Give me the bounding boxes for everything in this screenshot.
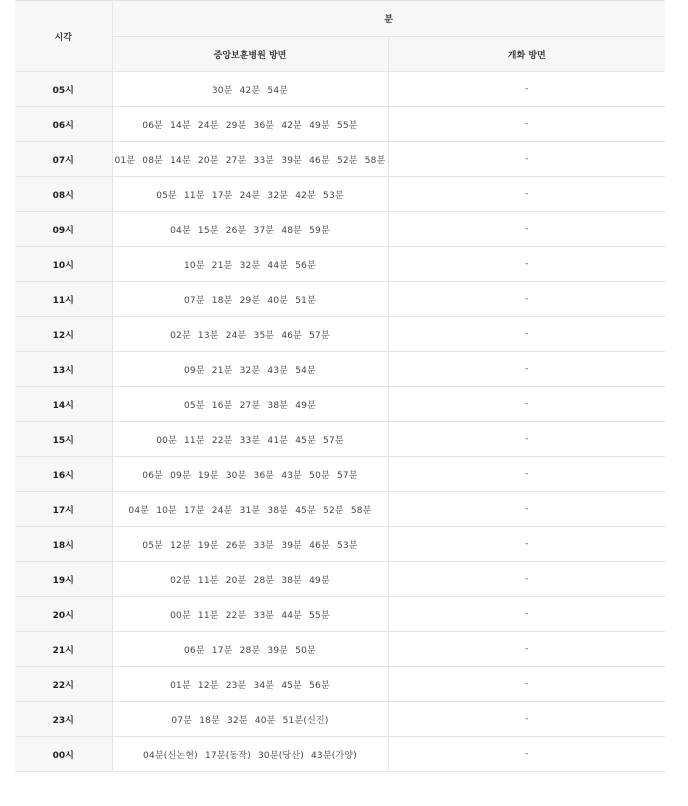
timetable-row [15, 737, 665, 772]
hour-cell: 19시 [15, 562, 112, 597]
hour-cell: 21시 [15, 632, 112, 667]
header-time: 시각 [15, 1, 112, 72]
departures-jungang-bohun-hospital: 10분 21분 32분 44분 56분 [112, 247, 388, 282]
departures-jungang-bohun-hospital: 00분 11분 22분 33분 44분 55분 [112, 597, 388, 632]
timetable [15, 0, 665, 772]
hour-cell: 17시 [15, 492, 112, 527]
timetable-row [15, 457, 665, 492]
timetable-row [15, 72, 665, 107]
timetable-row [15, 387, 665, 422]
timetable-row [15, 702, 665, 737]
timetable-row [15, 667, 665, 702]
departures-gaehwa: - [388, 457, 665, 492]
timetable-row [15, 492, 665, 527]
departures-gaehwa: - [388, 492, 665, 527]
departures-jungang-bohun-hospital: 06분 14분 24분 29분 36분 42분 49분 55분 [112, 107, 388, 142]
hour-cell: 05시 [15, 72, 112, 107]
departures-gaehwa: - [388, 562, 665, 597]
departures-jungang-bohun-hospital: 06분 17분 28분 39분 50분 [112, 632, 388, 667]
timetable-row [15, 632, 665, 667]
hour-cell: 07시 [15, 142, 112, 177]
departures-gaehwa: - [388, 247, 665, 282]
hour-cell: 10시 [15, 247, 112, 282]
departures-jungang-bohun-hospital: 01분 12분 23분 34분 45분 56분 [112, 667, 388, 702]
departures-gaehwa: - [388, 597, 665, 632]
departures-jungang-bohun-hospital: 07분 18분 32분 40분 51분(신진) [112, 702, 388, 737]
hour-cell: 06시 [15, 107, 112, 142]
departures-gaehwa: - [388, 737, 665, 772]
departures-gaehwa: - [388, 177, 665, 212]
departures-jungang-bohun-hospital: 02분 11분 20분 28분 38분 49분 [112, 562, 388, 597]
timetable-row [15, 562, 665, 597]
departures-gaehwa: - [388, 282, 665, 317]
departures-jungang-bohun-hospital: 04분 15분 26분 37분 48분 59분 [112, 212, 388, 247]
timetable-row [15, 422, 665, 457]
hour-cell: 20시 [15, 597, 112, 632]
departures-gaehwa: - [388, 667, 665, 702]
departures-gaehwa: - [388, 387, 665, 422]
hour-cell: 15시 [15, 422, 112, 457]
hour-cell: 08시 [15, 177, 112, 212]
departures-gaehwa: - [388, 352, 665, 387]
hour-cell: 13시 [15, 352, 112, 387]
departures-jungang-bohun-hospital: 05분 12분 19분 26분 33분 39분 46분 53분 [112, 527, 388, 562]
hour-cell: 18시 [15, 527, 112, 562]
departures-gaehwa: - [388, 142, 665, 177]
departures-jungang-bohun-hospital: 01분 08분 14분 20분 27분 33분 39분 46분 52분 58분 [112, 142, 388, 177]
departures-jungang-bohun-hospital: 07분 18분 29분 40분 51분 [112, 282, 388, 317]
departures-jungang-bohun-hospital: 05분 16분 27분 38분 49분 [112, 387, 388, 422]
departures-gaehwa: - [388, 632, 665, 667]
departures-jungang-bohun-hospital: 02분 13분 24분 35분 46분 57분 [112, 317, 388, 352]
departures-gaehwa: - [388, 107, 665, 142]
departures-gaehwa: - [388, 72, 665, 107]
timetable-body [15, 72, 665, 772]
hour-cell: 22시 [15, 667, 112, 702]
departures-gaehwa: - [388, 527, 665, 562]
hour-cell: 12시 [15, 317, 112, 352]
timetable-row [15, 177, 665, 212]
hour-cell: 23시 [15, 702, 112, 737]
departures-jungang-bohun-hospital: 05분 11분 17분 24분 32분 42분 53분 [112, 177, 388, 212]
departures-jungang-bohun-hospital: 09분 21분 32분 43분 54분 [112, 352, 388, 387]
timetable-row [15, 247, 665, 282]
timetable-row [15, 212, 665, 247]
timetable-row [15, 527, 665, 562]
departures-jungang-bohun-hospital: 06분 09분 19분 30분 36분 43분 50분 57분 [112, 457, 388, 492]
hour-cell: 00시 [15, 737, 112, 772]
departures-gaehwa: - [388, 317, 665, 352]
timetable-row [15, 597, 665, 632]
hour-cell: 14시 [15, 387, 112, 422]
departures-jungang-bohun-hospital: 00분 11분 22분 33분 41분 45분 57분 [112, 422, 388, 457]
header-minute: 분 [112, 1, 665, 37]
timetable-row [15, 282, 665, 317]
timetable-row [15, 352, 665, 387]
timetable-row [15, 317, 665, 352]
hour-cell: 09시 [15, 212, 112, 247]
header-direction-jungang-bohun-hospital: 중앙보훈병원 방면 [112, 37, 388, 72]
departures-jungang-bohun-hospital: 04분(신논현) 17분(동작) 30분(당산) 43분(가양) [112, 737, 388, 772]
header-direction-gaehwa: 개화 방면 [388, 37, 665, 72]
departures-jungang-bohun-hospital: 04분 10분 17분 24분 31분 38분 45분 52분 58분 [112, 492, 388, 527]
departures-gaehwa: - [388, 422, 665, 457]
departures-gaehwa: - [388, 212, 665, 247]
timetable-row [15, 107, 665, 142]
departures-gaehwa: - [388, 702, 665, 737]
departures-jungang-bohun-hospital: 30분 42분 54분 [112, 72, 388, 107]
hour-cell: 16시 [15, 457, 112, 492]
hour-cell: 11시 [15, 282, 112, 317]
timetable-row [15, 142, 665, 177]
